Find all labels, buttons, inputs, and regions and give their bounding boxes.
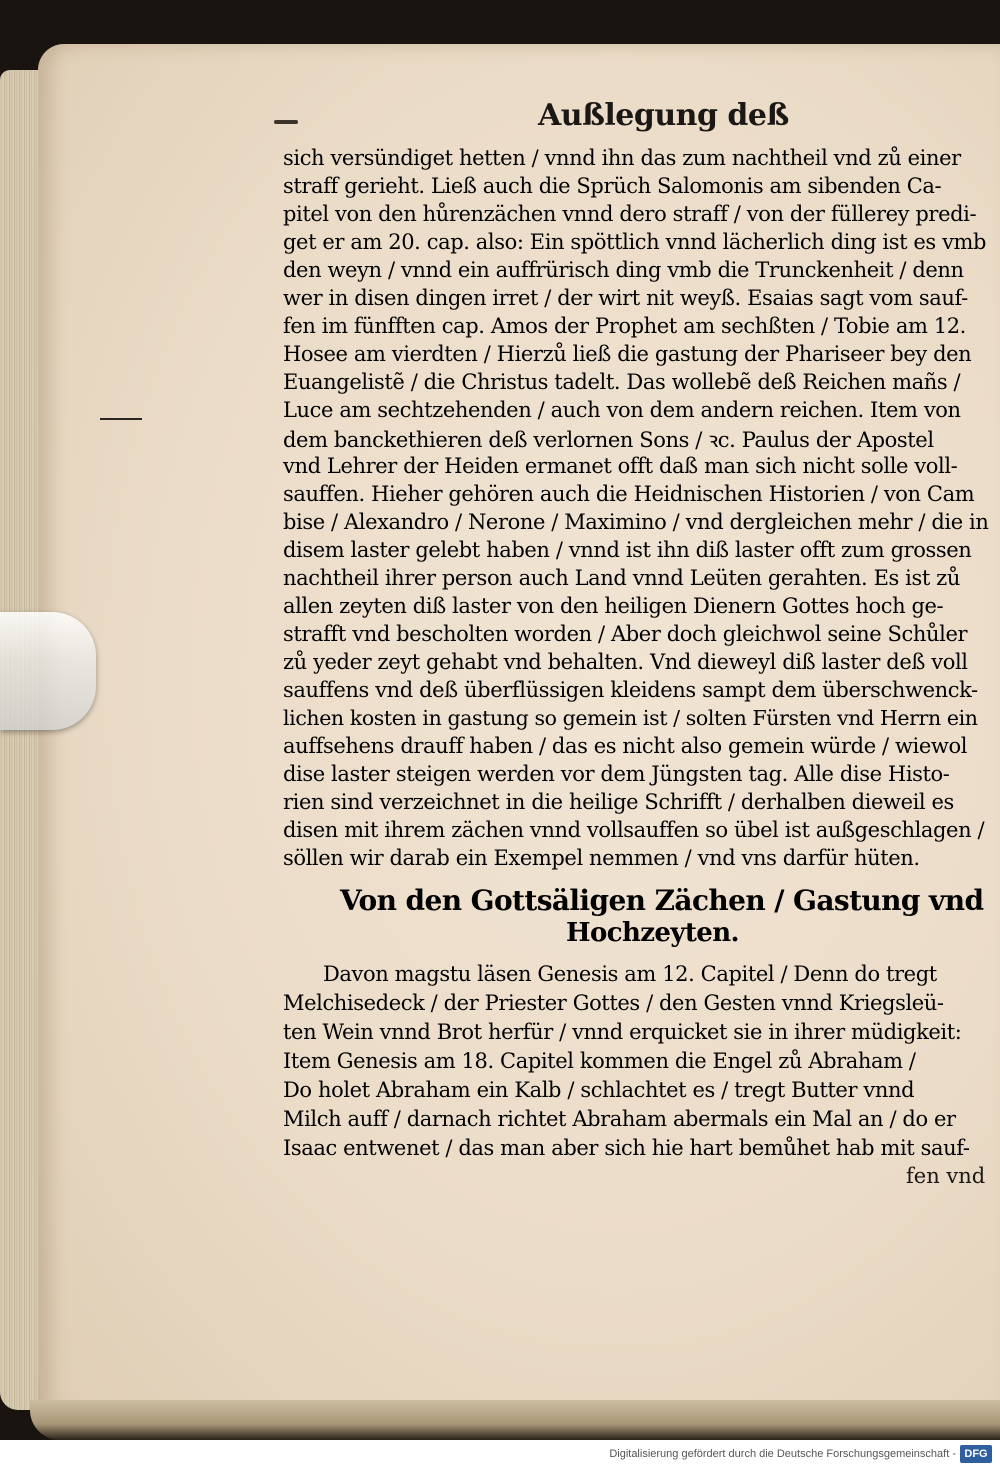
text-line: den weyn / vnnd ein auffrürisch ding vmb die Trunckenheit / denn — [283, 258, 964, 282]
text-line: Item Genesis am 18. Capitel kommen die Engel zů Abraham / — [283, 1049, 916, 1073]
text-line: sauffen. Hieher gehören auch die Heidnischen Historien / von Cam — [283, 482, 975, 506]
dfg-logo-icon: DFG — [960, 1445, 992, 1463]
text-line: straff gerieht. Ließ auch die Sprüch Salomonis am sibenden Ca- — [283, 174, 942, 198]
text-line: Davon magstu läsen Genesis am 12. Capitel / Denn do tregt — [323, 962, 937, 986]
text-line: sauffens vnd deß überflüssigen kleidens sampt dem überschwenck- — [283, 678, 978, 702]
text-line: söllen wir darab ein Exempel nemmen / vnd vns darfür hüten. — [283, 846, 920, 870]
text-line: zů yeder zeyt gehabt vnd behalten. Vnd dieweyl diß laster deß voll — [283, 650, 968, 674]
margin-mark — [100, 418, 142, 420]
text-line: get er am 20. cap. also: Ein spöttlich vnnd lächerlich ding ist es vmb — [283, 230, 987, 254]
text-line: lichen kosten in gastung so gemein ist / solten Fürsten vnd Herrn ein — [283, 706, 978, 730]
footer-bar — [0, 1440, 1000, 1471]
text-line: auffsehens drauff haben / das es nicht also gemein würde / wiewol — [283, 734, 968, 758]
text-line: sich versündiget hetten / vnnd ihn das zum nachtheil vnd zů einer — [283, 146, 961, 170]
section-heading-line: Von den Gottsäligen Zächen / Gastung vnd — [340, 884, 984, 917]
text-line: nachtheil ihrer person auch Land vnnd Leüten gerahten. Es ist zů — [283, 566, 960, 590]
running-head: Außlegung deß — [538, 98, 789, 133]
text-line: Isaac entwenet / das man aber sich hie hart bemůhet hab mit sauf- — [283, 1136, 970, 1160]
text-line: disem laster gelebt haben / vnnd ist ihn diß laster offt zum grossen — [283, 538, 972, 562]
text-line: Melchisedeck / der Priester Gottes / den Gesten vnnd Kriegsleü- — [283, 991, 944, 1015]
text-line: bise / Alexandro / Nerone / Maximino / vnd dergleichen mehr / die in — [283, 510, 989, 534]
text-line: Euangelistẽ / die Christus tadelt. Das wollebẽ deß Reichen mañs / — [283, 370, 961, 394]
text-line: Do holet Abraham ein Kalb / schlachtet es / tregt Butter vnnd — [283, 1078, 915, 1102]
book-bottom-edge — [30, 1400, 1000, 1440]
text-line: pitel von den hůrenzächen vnnd dero straff / von der füllerey predi- — [283, 202, 977, 226]
text-line: dise laster steigen werden vor dem Jüngsten tag. Alle dise Histo- — [283, 762, 950, 786]
text-line: disen mit ihrem zächen vnnd vollsauffen so übel ist außgeschlagen / — [283, 818, 985, 842]
text-line: wer in disen dingen irret / der wirt nit weyß. Esaias sagt vom sauf- — [283, 286, 968, 310]
text-line: Luce am sechtzehenden / auch von dem andern reichen. Item von — [283, 398, 961, 422]
text-line: Milch auff / darnach richtet Abraham abermals ein Mal an / do er — [283, 1107, 956, 1131]
page-clip — [0, 612, 96, 730]
footer-credit: Digitalisierung gefördert durch die Deutsche Forschungsgemeinschaft - — [609, 1448, 956, 1460]
ink-mark — [274, 120, 298, 124]
text-line: ten Wein vnnd Brot herfür / vnnd erquicket sie in ihrer müdigkeit: — [283, 1020, 962, 1044]
text-line: fen im fünfften cap. Amos der Prophet am sechßten / Tobie am 12. — [283, 314, 966, 338]
text-line: dem banckethieren deß verlornen Sons / ꝛc. Paulus der Apostel — [283, 428, 934, 452]
text-line: vnd Lehrer der Heiden ermanet offt daß man sich nicht solle voll- — [283, 454, 958, 478]
text-line: allen zeyten diß laster von den heiligen Dienern Gottes hoch ge- — [283, 594, 944, 618]
catchword: fen vnd — [906, 1164, 986, 1188]
section-heading-line: Hochzeyten. — [566, 918, 739, 948]
text-line: strafft vnd bescholten worden / Aber doch gleichwol seine Schůler — [283, 622, 968, 646]
text-line: Hosee am vierdten / Hierzů ließ die gastung der Phariseer bey den — [283, 342, 972, 366]
text-line: rien sind verzeichnet in die heilige Schrifft / derhalben dieweil es — [283, 790, 954, 814]
